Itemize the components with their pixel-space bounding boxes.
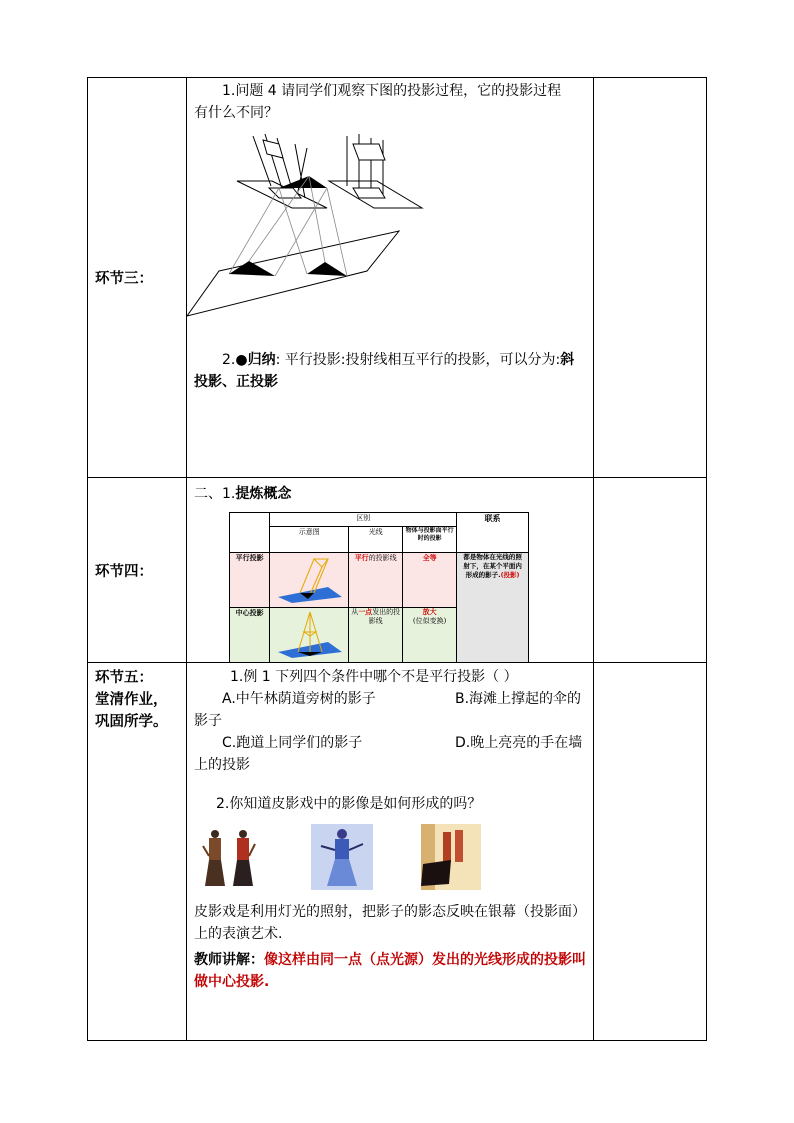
central-light <box>349 608 403 663</box>
content-cell <box>187 478 594 663</box>
blank-cell <box>594 478 707 663</box>
stage-label: 环节四： <box>95 563 153 580</box>
teacher-explanation <box>194 949 590 971</box>
central-result <box>403 608 457 663</box>
question-2: 2.你知道皮影戏中的影像是如何形成的吗？ <box>216 796 482 812</box>
blank-cell <box>594 663 707 1041</box>
summary-line2: 投影、正投影 <box>194 374 278 390</box>
relation-text: 都是物体在光线的照射下，在某个平面内形成的影子. <box>463 553 522 579</box>
light-header: 光线 <box>349 527 403 553</box>
central-diagram <box>270 608 349 663</box>
central-light-red: 一点 <box>358 608 373 616</box>
stage-label-line3: 巩固所学。 <box>95 714 168 730</box>
paragraph-line1: 皮影戏是利用灯光的照射，把影子的影态反映在银幕（投影面） <box>194 904 586 920</box>
row-name-parallel: 平行投影 <box>230 553 270 608</box>
example-question: 1.例 1 下列四个条件中哪个不是平行投影（ ） <box>230 669 518 685</box>
summary-text: : 平行投影:投射线相互平行的投影，可以分为: <box>275 352 561 368</box>
option-d-cont: 上的投影 <box>194 757 250 773</box>
stage-label-line2: 堂清作业， <box>95 692 168 708</box>
stage-label: 环节五： <box>95 670 153 686</box>
stage-label-cell <box>88 478 187 663</box>
summary-number: 2. <box>222 352 236 368</box>
diagram-header: 示意图 <box>270 527 349 553</box>
option-b: B.海滩上撑起的伞的 <box>455 691 582 707</box>
shadow-puppet-image-1 <box>195 826 267 890</box>
summary-tail: 斜 <box>560 352 575 368</box>
relation-red: (投影) <box>500 571 520 579</box>
concept-table <box>229 512 529 663</box>
shadow-puppet-image-2 <box>311 824 373 890</box>
teacher-label: 教师讲解： <box>194 952 264 968</box>
row-name-central: 中心投影 <box>230 608 270 663</box>
parallel-light-red: 平行 <box>354 554 369 562</box>
teacher-text-1: 像这样由同一点（点光源）发出的光线形成的投影叫 <box>264 952 586 968</box>
teacher-text-2: 做中心投影. <box>194 974 270 990</box>
parallel-diagram <box>270 553 349 608</box>
central-result-sub: (位似变换) <box>412 617 447 625</box>
parallel-light <box>349 553 403 608</box>
summary-keyword: 归纳 <box>247 352 276 368</box>
relation-cell <box>457 553 529 663</box>
blank-cell <box>594 78 707 478</box>
stage-label: 环节三： <box>95 271 153 287</box>
heading-bold: 提炼概念 <box>235 486 292 502</box>
relation-header: 联系 <box>457 513 529 553</box>
stage-label-cell <box>88 663 187 1041</box>
central-light-rest: 发出的投影线 <box>368 608 401 625</box>
summary-line1 <box>194 349 590 371</box>
parallel-result: 全等 <box>403 553 457 608</box>
parallel-light-rest: 的投影线 <box>368 554 397 562</box>
option-d: D.晚上亮亮的手在墙 <box>455 735 583 751</box>
stage-label-cell <box>88 78 187 478</box>
parallel-header: 物体与投影面平行时的投影 <box>403 527 457 553</box>
shadow-puppet-image-3 <box>421 824 481 890</box>
content-cell <box>187 663 594 1041</box>
option-a: A.中午林荫道旁树的影子 <box>222 691 376 707</box>
option-c: C.跑道上同学们的影子 <box>222 735 363 751</box>
paragraph-line2: 上的表演艺术. <box>194 926 283 942</box>
projection-figures <box>187 126 593 326</box>
content-cell <box>187 78 594 478</box>
question-line1: 1.问题 4 请同学们观察下图的投影过程，它的投影过程 <box>222 83 562 99</box>
question-line2: 有什么不同？ <box>194 105 278 121</box>
option-b-cont: 影子 <box>194 713 222 729</box>
central-light-pre: 从 <box>351 608 359 616</box>
section-heading <box>194 483 590 505</box>
central-result-main: 放大 <box>422 608 437 616</box>
bullet-icon: ● <box>235 352 248 368</box>
heading-prefix: 二、1. <box>194 486 236 502</box>
lesson-table <box>87 77 707 1041</box>
orthographic-projection-figure <box>329 134 422 208</box>
corner-cell <box>230 513 270 553</box>
group-header: 区别 <box>270 513 457 527</box>
